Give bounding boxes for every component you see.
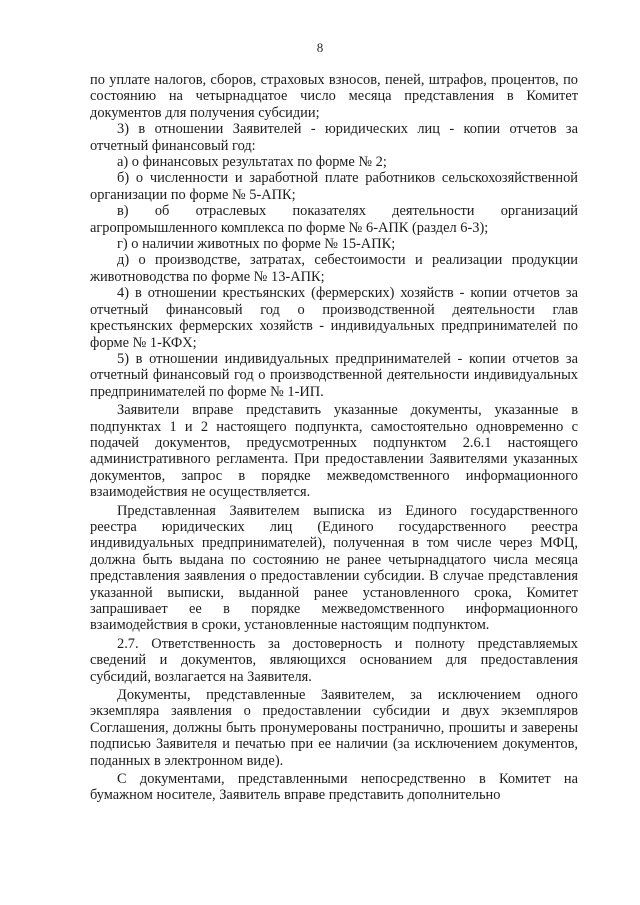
document-body [90, 72, 578, 804]
paragraph: в) об отраслевых показателях деятельности организаций агропромышленного комплекса по форме № 6-АПК (раздел 6-3); [90, 203, 578, 236]
paragraph: 5) в отношении индивидуальных предпринимателей - копии отчетов за отчетный финансовый год о производственной деятельности индивидуальных предпринимателей по форме № 1-ИП. [90, 350, 578, 400]
page-number: 8 [316, 40, 324, 55]
paragraph: д) о производстве, затратах, себестоимости и реализации продукции животноводства по форме № 13-АПК; [90, 252, 578, 285]
paragraph: Документы, представленные Заявителем, за исключением одного экземпляра заявления о предоставлении субсидии и двух экземпляров Соглашения, должны быть пронумерованы постранично, прошиты и заверены подписью Заявителя и печатью при ее наличии (за исключением документов, поданных в электронном виде). [90, 687, 578, 769]
paragraph: Заявители вправе представить указанные документы, указанные в подпунктах 1 и 2 настоящего подпункта, самостоятельно одновременно с подачей документов, предусмотренных подпунктом 2.6.1 настоящего административного регламента. При предоставлении Заявителями указанных документов, запрос в порядке межведомственного информационного взаимодействия не осуществляется. [90, 402, 578, 501]
paragraph: г) о наличии животных по форме № 15-АПК; [117, 236, 396, 253]
paragraph: б) о численности и заработной плате работников сельскохозяйственной организации по форме № 5-АПК; [90, 170, 578, 203]
paragraph: С документами, представленными непосредственно в Комитет на бумажном носителе, Заявитель вправе представить дополнительно [90, 771, 578, 804]
paragraph: а) о финансовых результатах по форме № 2; [117, 154, 387, 171]
paragraph: 2.7. Ответственность за достоверность и полноту представляемых сведений и документов, являющихся основанием для предоставления субсидий, возлагается на Заявителя. [90, 635, 578, 685]
paragraph: по уплате налогов, сборов, страховых взносов, пеней, штрафов, процентов, по состоянию на четырнадцатое число месяца представления в Комитет документов для получения субсидии; [90, 72, 578, 121]
paragraph: Представленная Заявителем выписка из Единого государственного реестра юридических лиц (Единого государственного реестра индивидуальных предпринимателей), полученная в том числе через МФЦ, должна быть выдана по состоянию не ранее четырнадцатого числа месяца представления заявления о предоставлении субсидии. В случае представления указанной выписки, выданной ранее установленного срока, Комитет запрашивает ее в порядке межведомственного информационного взаимодействия в сроки, установленные настоящим подпунктом. [90, 502, 578, 634]
paragraph: 4) в отношении крестьянских (фермерских) хозяйств - копии отчетов за отчетный финансовый год о производственной деятельности глав крестьянских фермерских хозяйств - индивидуальных предпринимателей по форме № 1-КФХ; [90, 285, 578, 351]
paragraph: 3) в отношении Заявителей - юридических лиц - копии отчетов за отчетный финансовый год: [90, 121, 578, 154]
